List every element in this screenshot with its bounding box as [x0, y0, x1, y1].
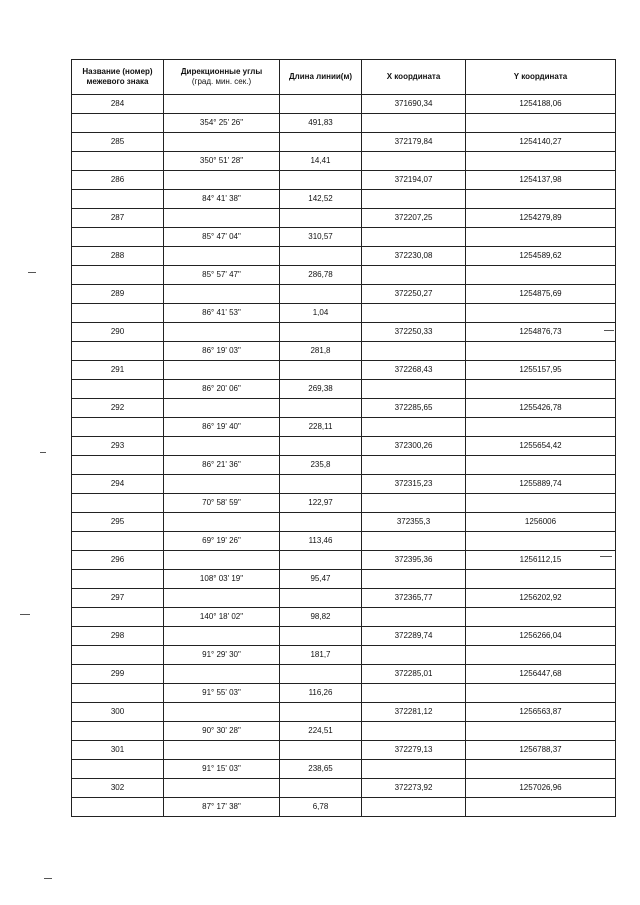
point-name-cell [72, 760, 164, 779]
direction-angle-cell: 87° 17' 38" [164, 798, 280, 817]
point-name-cell [72, 494, 164, 513]
x-coordinate-cell: 372285,65 [362, 399, 466, 418]
y-coordinate-cell [466, 152, 616, 171]
x-coordinate-cell: 372179,84 [362, 133, 466, 152]
line-length-cell [280, 285, 362, 304]
line-length-cell [280, 551, 362, 570]
line-length-cell: 238,65 [280, 760, 362, 779]
x-coordinate-cell: 372289,74 [362, 627, 466, 646]
direction-angle-cell: 108° 03' 19" [164, 570, 280, 589]
point-name-cell: 291 [72, 361, 164, 380]
x-coordinate-cell [362, 456, 466, 475]
direction-angle-cell: 86° 19' 40" [164, 418, 280, 437]
point-row [72, 703, 616, 722]
x-coordinate-cell: 372315,23 [362, 475, 466, 494]
y-coordinate-cell [466, 190, 616, 209]
segment-row [72, 190, 616, 209]
line-length-cell: 116,26 [280, 684, 362, 703]
direction-angle-cell: 84° 41' 38" [164, 190, 280, 209]
point-name-cell: 299 [72, 665, 164, 684]
line-length-cell: 95,47 [280, 570, 362, 589]
point-name-cell [72, 646, 164, 665]
point-row [72, 209, 616, 228]
direction-angle-cell [164, 323, 280, 342]
line-length-cell: 142,52 [280, 190, 362, 209]
segment-row [72, 114, 616, 133]
y-coordinate-cell [466, 722, 616, 741]
boundary-points-table [71, 59, 616, 817]
line-length-cell [280, 247, 362, 266]
line-length-cell [280, 209, 362, 228]
segment-row [72, 532, 616, 551]
line-length-cell [280, 95, 362, 114]
line-length-cell: 98,82 [280, 608, 362, 627]
direction-angle-cell: 140° 18' 02" [164, 608, 280, 627]
header-x-coordinate: X координата [362, 60, 466, 95]
y-coordinate-cell: 1254589,62 [466, 247, 616, 266]
x-coordinate-cell: 372273,92 [362, 779, 466, 798]
header-point-name: Название (номер) межевого знака [72, 60, 164, 95]
scan-mark [28, 272, 36, 273]
segment-row [72, 228, 616, 247]
direction-angle-cell [164, 513, 280, 532]
y-coordinate-cell: 1255426,78 [466, 399, 616, 418]
y-coordinate-cell [466, 608, 616, 627]
point-row [72, 779, 616, 798]
direction-angle-cell [164, 627, 280, 646]
point-row [72, 95, 616, 114]
point-name-cell [72, 342, 164, 361]
line-length-cell [280, 323, 362, 342]
point-row [72, 627, 616, 646]
header-line-length: Длина линии(м) [280, 60, 362, 95]
y-coordinate-cell: 1254876,73 [466, 323, 616, 342]
direction-angle-cell [164, 665, 280, 684]
point-row [72, 437, 616, 456]
header-direction-angle: Дирекционные углы (град. мин. сек.) [164, 60, 280, 95]
point-name-cell: 286 [72, 171, 164, 190]
scan-mark [604, 330, 614, 331]
x-coordinate-cell [362, 608, 466, 627]
segment-row [72, 646, 616, 665]
point-row [72, 361, 616, 380]
y-coordinate-cell [466, 418, 616, 437]
direction-angle-cell [164, 475, 280, 494]
x-coordinate-cell [362, 684, 466, 703]
point-name-cell: 300 [72, 703, 164, 722]
y-coordinate-cell [466, 380, 616, 399]
point-name-cell: 293 [72, 437, 164, 456]
x-coordinate-cell [362, 722, 466, 741]
x-coordinate-cell [362, 798, 466, 817]
y-coordinate-cell: 1255157,95 [466, 361, 616, 380]
y-coordinate-cell [466, 684, 616, 703]
point-name-cell: 285 [72, 133, 164, 152]
line-length-cell: 14,41 [280, 152, 362, 171]
x-coordinate-cell: 372395,36 [362, 551, 466, 570]
direction-angle-cell [164, 741, 280, 760]
direction-angle-cell [164, 361, 280, 380]
direction-angle-cell [164, 589, 280, 608]
y-coordinate-cell [466, 798, 616, 817]
direction-angle-cell [164, 171, 280, 190]
y-coordinate-cell [466, 532, 616, 551]
x-coordinate-cell [362, 646, 466, 665]
x-coordinate-cell [362, 380, 466, 399]
y-coordinate-cell [466, 304, 616, 323]
y-coordinate-cell: 1255654,42 [466, 437, 616, 456]
x-coordinate-cell [362, 228, 466, 247]
line-length-cell: 235,8 [280, 456, 362, 475]
direction-angle-cell [164, 95, 280, 114]
y-coordinate-cell: 1257026,96 [466, 779, 616, 798]
header-y-coordinate: Y координата [466, 60, 616, 95]
point-row [72, 589, 616, 608]
x-coordinate-cell: 372355,3 [362, 513, 466, 532]
x-coordinate-cell: 372365,77 [362, 589, 466, 608]
scan-mark [40, 452, 46, 453]
y-coordinate-cell: 1256788,37 [466, 741, 616, 760]
y-coordinate-cell: 1256006 [466, 513, 616, 532]
direction-angle-cell: 86° 20' 06" [164, 380, 280, 399]
point-name-cell: 288 [72, 247, 164, 266]
x-coordinate-cell: 372285,01 [362, 665, 466, 684]
y-coordinate-cell: 1256266,04 [466, 627, 616, 646]
y-coordinate-cell: 1256563,87 [466, 703, 616, 722]
y-coordinate-cell [466, 570, 616, 589]
point-name-cell [72, 304, 164, 323]
y-coordinate-cell [466, 266, 616, 285]
point-name-cell [72, 114, 164, 133]
y-coordinate-cell: 1256447,68 [466, 665, 616, 684]
y-coordinate-cell: 1254279,89 [466, 209, 616, 228]
x-coordinate-cell [362, 152, 466, 171]
x-coordinate-cell: 372279,13 [362, 741, 466, 760]
point-row [72, 285, 616, 304]
direction-angle-cell [164, 437, 280, 456]
x-coordinate-cell: 372300,26 [362, 437, 466, 456]
point-name-cell [72, 152, 164, 171]
y-coordinate-cell [466, 342, 616, 361]
line-length-cell: 281,8 [280, 342, 362, 361]
point-name-cell: 289 [72, 285, 164, 304]
line-length-cell [280, 589, 362, 608]
line-length-cell: 491,83 [280, 114, 362, 133]
table-body [72, 95, 616, 817]
point-row [72, 475, 616, 494]
x-coordinate-cell: 372207,25 [362, 209, 466, 228]
x-coordinate-cell [362, 190, 466, 209]
line-length-cell [280, 361, 362, 380]
y-coordinate-cell [466, 228, 616, 247]
segment-row [72, 380, 616, 399]
point-row [72, 399, 616, 418]
x-coordinate-cell: 371690,34 [362, 95, 466, 114]
y-coordinate-cell [466, 494, 616, 513]
direction-angle-cell: 91° 29' 30" [164, 646, 280, 665]
segment-row [72, 418, 616, 437]
direction-angle-cell: 354° 25' 26" [164, 114, 280, 133]
y-coordinate-cell: 1255889,74 [466, 475, 616, 494]
point-name-cell: 301 [72, 741, 164, 760]
point-row [72, 133, 616, 152]
point-name-cell: 294 [72, 475, 164, 494]
line-length-cell [280, 399, 362, 418]
segment-row [72, 456, 616, 475]
direction-angle-cell [164, 133, 280, 152]
point-name-cell [72, 570, 164, 589]
point-name-cell [72, 608, 164, 627]
point-name-cell [72, 380, 164, 399]
y-coordinate-cell [466, 760, 616, 779]
segment-row [72, 722, 616, 741]
point-name-cell: 302 [72, 779, 164, 798]
x-coordinate-cell [362, 304, 466, 323]
point-name-cell [72, 798, 164, 817]
y-coordinate-cell: 1256112,15 [466, 551, 616, 570]
x-coordinate-cell [362, 570, 466, 589]
point-name-cell [72, 532, 164, 551]
segment-row [72, 608, 616, 627]
direction-angle-cell: 85° 47' 04" [164, 228, 280, 247]
x-coordinate-cell [362, 418, 466, 437]
line-length-cell: 228,11 [280, 418, 362, 437]
direction-angle-cell [164, 551, 280, 570]
line-length-cell: 310,57 [280, 228, 362, 247]
segment-row [72, 304, 616, 323]
scan-mark [20, 614, 30, 615]
table-header-row [72, 60, 616, 95]
point-name-cell: 292 [72, 399, 164, 418]
scan-mark [600, 556, 612, 557]
direction-angle-cell: 70° 58' 59" [164, 494, 280, 513]
point-name-cell [72, 722, 164, 741]
point-name-cell [72, 456, 164, 475]
line-length-cell [280, 513, 362, 532]
direction-angle-cell [164, 247, 280, 266]
direction-angle-cell: 350° 51' 28" [164, 152, 280, 171]
segment-row [72, 494, 616, 513]
point-name-cell: 287 [72, 209, 164, 228]
direction-angle-cell: 85° 57' 47" [164, 266, 280, 285]
y-coordinate-cell: 1254140,27 [466, 133, 616, 152]
line-length-cell [280, 475, 362, 494]
y-coordinate-cell: 1254137,98 [466, 171, 616, 190]
point-name-cell: 290 [72, 323, 164, 342]
direction-angle-cell [164, 703, 280, 722]
line-length-cell [280, 779, 362, 798]
point-name-cell [72, 684, 164, 703]
point-name-cell [72, 266, 164, 285]
point-name-cell [72, 418, 164, 437]
direction-angle-cell: 69° 19' 26" [164, 532, 280, 551]
direction-angle-cell: 86° 41' 53" [164, 304, 280, 323]
line-length-cell [280, 437, 362, 456]
point-row [72, 171, 616, 190]
line-length-cell [280, 703, 362, 722]
line-length-cell: 286,78 [280, 266, 362, 285]
point-row [72, 323, 616, 342]
line-length-cell: 113,46 [280, 532, 362, 551]
x-coordinate-cell: 372250,27 [362, 285, 466, 304]
direction-angle-cell [164, 399, 280, 418]
direction-angle-cell [164, 285, 280, 304]
point-row [72, 513, 616, 532]
direction-angle-cell: 90° 30' 28" [164, 722, 280, 741]
point-name-cell: 295 [72, 513, 164, 532]
segment-row [72, 570, 616, 589]
line-length-cell: 6,78 [280, 798, 362, 817]
line-length-cell [280, 627, 362, 646]
y-coordinate-cell: 1254875,69 [466, 285, 616, 304]
point-name-cell: 284 [72, 95, 164, 114]
x-coordinate-cell [362, 532, 466, 551]
point-name-cell [72, 228, 164, 247]
direction-angle-cell: 91° 55' 03" [164, 684, 280, 703]
x-coordinate-cell [362, 760, 466, 779]
segment-row [72, 152, 616, 171]
x-coordinate-cell: 372194,07 [362, 171, 466, 190]
segment-row [72, 342, 616, 361]
y-coordinate-cell: 1256202,92 [466, 589, 616, 608]
point-name-cell [72, 190, 164, 209]
scan-mark [44, 878, 52, 879]
x-coordinate-cell: 372230,08 [362, 247, 466, 266]
line-length-cell [280, 171, 362, 190]
direction-angle-cell: 86° 19' 03" [164, 342, 280, 361]
line-length-cell [280, 741, 362, 760]
segment-row [72, 266, 616, 285]
point-row [72, 247, 616, 266]
point-name-cell: 296 [72, 551, 164, 570]
y-coordinate-cell [466, 646, 616, 665]
point-row [72, 665, 616, 684]
line-length-cell: 1,04 [280, 304, 362, 323]
line-length-cell: 181,7 [280, 646, 362, 665]
line-length-cell [280, 665, 362, 684]
point-name-cell: 298 [72, 627, 164, 646]
x-coordinate-cell [362, 342, 466, 361]
y-coordinate-cell [466, 114, 616, 133]
point-name-cell: 297 [72, 589, 164, 608]
direction-angle-cell [164, 779, 280, 798]
direction-angle-cell [164, 209, 280, 228]
x-coordinate-cell: 372268,43 [362, 361, 466, 380]
direction-angle-cell: 86° 21' 36" [164, 456, 280, 475]
x-coordinate-cell: 372281,12 [362, 703, 466, 722]
y-coordinate-cell: 1254188,06 [466, 95, 616, 114]
direction-angle-cell: 91° 15' 03" [164, 760, 280, 779]
x-coordinate-cell: 372250,33 [362, 323, 466, 342]
x-coordinate-cell [362, 114, 466, 133]
x-coordinate-cell [362, 266, 466, 285]
x-coordinate-cell [362, 494, 466, 513]
segment-row [72, 684, 616, 703]
line-length-cell: 122,97 [280, 494, 362, 513]
point-row [72, 551, 616, 570]
y-coordinate-cell [466, 456, 616, 475]
line-length-cell: 269,38 [280, 380, 362, 399]
segment-row [72, 760, 616, 779]
segment-row [72, 798, 616, 817]
line-length-cell: 224,51 [280, 722, 362, 741]
line-length-cell [280, 133, 362, 152]
point-row [72, 741, 616, 760]
